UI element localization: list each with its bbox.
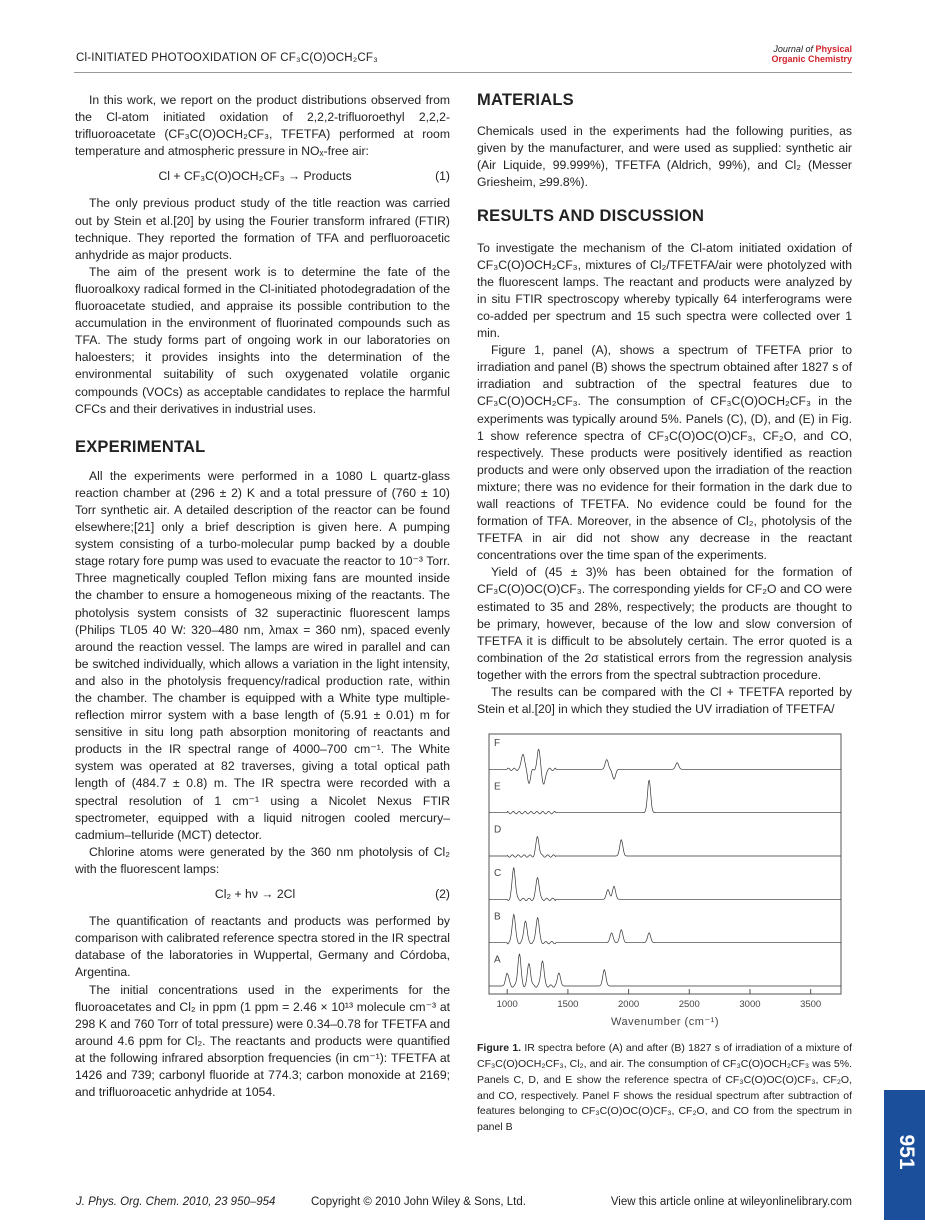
spectrum-line-A <box>489 954 841 987</box>
footer-online-link[interactable]: View this article online at wileyonlinelibrary.com <box>610 1196 852 1208</box>
footer-copyright: Copyright © 2010 John Wiley & Sons, Ltd. <box>311 1196 526 1208</box>
x-axis-label: Wavenumber (cm⁻¹) <box>610 1016 720 1029</box>
spectrum-line-E <box>489 780 841 814</box>
panel-label-D: D <box>494 824 502 836</box>
equation-2-body: Cl₂ + hν → 2Cl <box>214 887 296 902</box>
equation-1 <box>75 168 450 185</box>
results-paragraph-1: To investigate the mechanism of the Cl-atom initiated oxidation of CF₃C(O)OCH₂CF₃, mixtures of Cl₂/TFETFA/air were photolyzed with the fluorescent lamps. The reactant and products were analyzed by in situ FTIR spectroscopy whereby typically 64 interferograms were co-added per spectrum and 15 such spectra were collected over 1 min. <box>477 240 852 341</box>
journal-logo-line2: Organic Chemistry <box>771 54 852 64</box>
journal-logo-suffix: Physical <box>815 44 852 54</box>
intro-paragraph-1: In this work, we report on the product distributions observed from the Cl-atom initiated oxidation of 2,2,2-trifluoroethyl 2,2,2-trifluoroacetate (CF₃C(O)OCH₂CF₃, TFETFA) performed at room temperature and atmospheric pressure in NOₓ-free air: <box>75 93 450 159</box>
figure-1-caption <box>477 1041 852 1136</box>
x-tick-label: 2500 <box>678 999 700 1011</box>
spectrum-line-D <box>489 837 841 858</box>
experimental-paragraph-1: All the experiments were performed in a 1080 L quartz-glass reaction chamber at (296 ± 2) K and a total pressure of (760 ± 10) Torr synthetic air. A detailed description of the reactor can be found elsewhere;[21] only a brief description is given here. A pumping system consisting of a turbo-molecular pump backed by a double stage rotary fore pump was used to evacuate the reactor to 10⁻³ Torr. Three magnetically coupled Teflon mixing fans are mounted inside the chamber to ensure a homogeneous mixing of the reactants. The photolysis system consists of 32 superactinic fluorescent lamps (Philips TL05 40 W: 320–480 nm, λmax = 360 nm), spaced evenly around the reaction vessel. The lamps are wired in parallel and can be switched individually, which allows a variation in the light intensity, and also in the photolysis frequency/radical production rate, within the chamber. The chamber is equipped with a White type multiple-reflection mirror system with a base length of (5.91 ± 0.01) m for sensitive in situ long path absorption monitoring of reactants and products in the IR spectral range of 4000–700 cm⁻¹. The White system was operated at 82 traverses, giving a total optical path length of (484.7 ± 0.8) m. The IR spectra were recorded with a spectral resolution of 1 cm⁻¹ using a Nicolet Nexus FTIR spectrometer, equipped with a liquid nitrogen cooled mercury–cadmium–telluride (MCT) detector. <box>75 468 450 842</box>
page-number: 951 <box>895 1134 918 1170</box>
spectrum-line-F <box>489 749 841 784</box>
materials-heading: MATERIALS <box>477 91 574 109</box>
results-paragraph-3: Yield of (45 ± 3)% has been obtained for the formation of CF₃C(O)OC(O)CF₃. The corresponding yields for CF₂O and CO were estimated to 35 and 28%, respectively; the products are thought to be primary, however, because of the low and slow conversion of TFETFA it is difficult to be absolutely certain. The error quoted is a combination of the 2σ statistical errors from the regression analysis together with the errors from the spectral subtraction procedure. <box>477 565 852 682</box>
journal-logo <box>771 44 852 64</box>
x-tick-label: 2000 <box>618 999 640 1011</box>
panel-label-E: E <box>494 781 501 793</box>
results-paragraph-2: Figure 1, panel (A), shows a spectrum of TFETFA prior to irradiation and panel (B) shows the spectrum obtained after 1827 s of irradiation and subtraction of the spectral features due to CF₃C(O)OCH₂CF₃. The consumption of CF₃C(O)OCH₂CF₃ in the experiments was typically around 5%. Panels (C), (D), and (E) in Fig. 1 show reference spectra of CF₃C(O)OC(O)CF₃, CF₂O, and CO, respectively. These products were positively identified as reaction products and were only observed upon the irradiation of the reaction mixture; there was no evidence for their formation in the dark due to wall reactions of TFETFA. No evidence could be found for the formation of TFA. Moreover, in the absence of Cl₂, photolysis of the TFETFA in air did not show any decrease in the reactant concentrations over the time span of the experiments. <box>477 343 852 563</box>
experimental-heading: EXPERIMENTAL <box>75 437 206 456</box>
figure-1-caption-label: Figure 1. <box>477 1042 522 1055</box>
figure-1 <box>481 728 849 1033</box>
panel-label-A: A <box>494 954 501 966</box>
page-number-tab <box>884 1090 925 1220</box>
spectrum-line-B <box>489 915 841 944</box>
equation-1-number: (1) <box>435 169 450 184</box>
right-column <box>477 92 852 1136</box>
intro-paragraph-3: The aim of the present work is to determine the fate of the fluoroalkoxy radical formed in the Cl-initiated photodegradation of the fluoroacetate studied, and appraise its possible contribution to the accumulation in the environment of fluorinated compounds such as TFA. The study forms part of ongoing work in our laboratories on haloesters; it provides insights into the determination of the environmental suitability of such oxygenated volatile organic compounds (VOCs) as acceptable candidates to replace the harmful CFCs and their derivatives in industrial uses. <box>75 264 450 416</box>
intro-paragraph-2: The only previous product study of the title reaction was carried out by Stein et al.[20] by using the Fourier transform infrared (FTIR) technique. They reported the formation of TFA and perfluoroacetic anhydride as major products. <box>75 196 450 262</box>
ir-spectra-chart <box>481 728 849 1033</box>
experimental-paragraph-3: The quantification of reactants and products was performed by comparison with calibrated reference spectra stored in the IR spectral database of the laboratories in Wuppertal, Germany and Córdoba, Argentina. <box>75 914 450 980</box>
x-tick-label: 3500 <box>800 999 822 1011</box>
materials-paragraph: Chemicals used in the experiments had the following purities, as given by the manufacturer, and were used as supplied: synthetic air (Air Liquide, 99.999%), TFETFA (Aldrich, 99%), and Cl₂ (Messer Griesheim, ≥99.8%). <box>477 124 852 190</box>
footer-citation: J. Phys. Org. Chem. 2010, 23 950–954 <box>76 1196 276 1208</box>
x-tick-label: 1000 <box>496 999 518 1011</box>
equation-2 <box>75 886 450 903</box>
panel-label-B: B <box>494 911 501 923</box>
x-tick-label: 3000 <box>739 999 761 1011</box>
experimental-paragraph-2: Chlorine atoms were generated by the 360 nm photolysis of Cl₂ with the fluorescent lamps: <box>75 844 450 876</box>
results-heading: RESULTS AND DISCUSSION <box>477 207 705 226</box>
equation-1-body: Cl + CF₃C(O)OCH₂CF₃ → Products <box>158 169 352 184</box>
left-column <box>75 92 450 1101</box>
panel-label-C: C <box>494 868 502 880</box>
running-title: Cl-INITIATED PHOTOOXIDATION OF CF₃C(O)OCH₂CF₃ <box>76 52 379 64</box>
experimental-paragraph-4: The initial concentrations used in the experiments for the fluoroacetates and Cl₂ in ppm (1 ppm = 2.46 × 10¹³ molecule cm⁻³ at 298 K and 760 Torr of total pressure) were 0.34–0.78 for TFETFA and around 4.6 ppm for Cl₂. The reactants and products were quantified at the following infrared absorption frequencies (in cm⁻¹): TFETFA at 1426 and 739; carbonyl fluoride at 774.3; carbon monoxide at 2169; and trifluoroacetic anhydride at 1054. <box>75 982 450 1100</box>
figure-1-caption-text: IR spectra before (A) and after (B) 1827 s of irradiation of a mixture of CF₃C(O)OCH₂CF₃, Cl₂, and air. The consumption of CF₃C(O)OCH₂CF₃ was 5%. Panels C, D, and E show the reference spectra of CF₃C(O)OC(O)CF₃, CF₂O, and CO, respectively. Panel F shows the residual spectrum after subtraction of features belonging to CF₃C(O)OC(O)CF₃, CF₂O, and CO from the spectrum in panel B <box>477 1042 852 1134</box>
results-paragraph-4: The results can be compared with the Cl + TFETFA reported by Stein et al.[20] in which they studied the UV irradiation of TFETFA/ <box>477 685 852 717</box>
journal-logo-prefix: Journal of <box>773 44 813 54</box>
header-rule <box>74 72 852 73</box>
spectrum-line-C <box>489 868 841 901</box>
equation-2-number: (2) <box>435 887 450 902</box>
panel-label-F: F <box>494 738 501 750</box>
x-tick-label: 1500 <box>557 999 579 1011</box>
